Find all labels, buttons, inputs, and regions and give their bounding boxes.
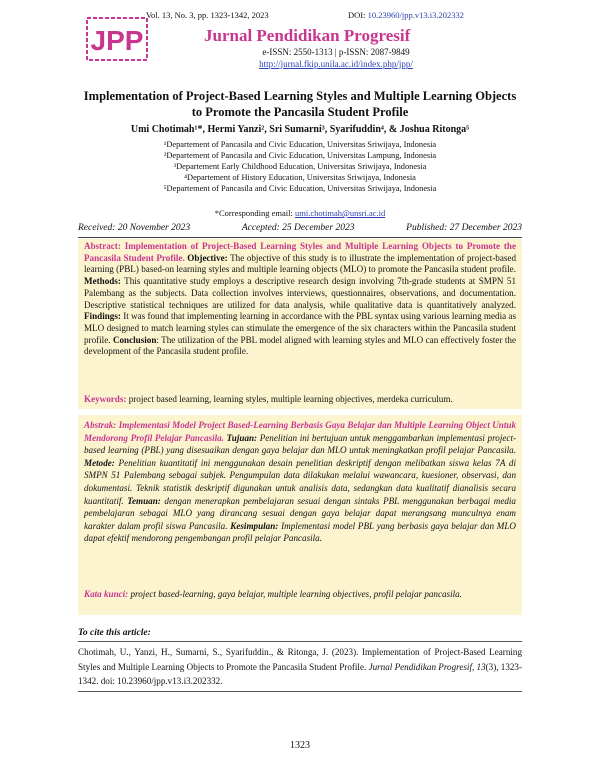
logo-text: JPP <box>90 25 144 56</box>
article-dates <box>78 223 522 233</box>
issn: e-ISSN: 2550-1313 | p-ISSN: 2087-9849 <box>262 47 410 57</box>
citation-body: Chotimah, U., Yanzi, H., Sumarni, S., Syarifuddin., & Ritonga, J. (2023). Implementation of Project-Based Learning Styles and Multiple Learning Objects to Promote the Pancasila Student Profile. <box>78 647 522 672</box>
page-number: 1323 <box>290 740 310 751</box>
divider <box>78 691 522 692</box>
kata-kunci-text: project based-learning, gaya belajar, multiple learning objectives, profil pelajar pancasila. <box>130 589 462 599</box>
keywords-indonesian <box>78 585 522 615</box>
citation-issue-pages: (3), 1323-1342. doi: 10.23960/jpp.v13.i3.202332. <box>78 661 523 686</box>
abstract-indonesian <box>78 415 522 585</box>
findings-text: It was found that implementing learning in accordance with the PBL syntax using various learning media as MLO designed to match learning styles can stimulate the emergence of the six characters within the Pancasila student profile. <box>84 311 516 345</box>
keywords-text: project based learning, learning styles, multiple learning objectives, merdeka curriculum. <box>128 394 453 404</box>
citation-journal: Jurnal Pendidikan Progresif <box>368 661 472 672</box>
metode-label: Metode: <box>84 457 115 468</box>
corresponding-label: *Corresponding email: <box>214 208 296 218</box>
temuan-text: dengan menerapkan pembelajaran sesuai dengan sintaks PBL menggunakan berbagai media pembelajaran sebagai MLO yang dirancang sesuai dengan gaya belajar dapat merangsang munculnya enam karakter dalam profil siswa Pancasila. <box>84 495 516 531</box>
abstract-english <box>78 239 522 391</box>
affiliation-3: ³Departement Early Childhood Education, Universitas Sriwijaya, Indonesia <box>173 162 427 171</box>
citation-text: Chotimah, U., Yanzi, H., Sumarni, S., Syarifuddin., & Ritonga, J. (2023). Implementation of Project-Based Learning Styles and Multiple Learning Objects to Promote the Pancasila Student Profile. Jurnal Pendidikan Progresif, 13(3), 1323-1342. doi: 10.23960/jpp.v13.i3.202332. <box>78 647 523 686</box>
published-date: Published: 27 December 2023 <box>406 223 522 233</box>
metode-text: Penelitian kuantitatif ini menggunakan desain penelitian deskriptif dengan melibatkan siswa kelas 7A di SMPN 51 Palembang sebagai subjek. Pengumpulan data dilakukan melalui wawancara, kuesioner, observasi, dan dokumentasi. Teknik statistik deskriptif digunakan untuk analisis data, sedangkan data kualitatif dianalisis secara kuantitatif. <box>84 457 516 506</box>
author-list: Umi Chotimah¹*, Hermi Yanzi², Sri Sumarni³, Syarifuddin⁴, & Joshua Ritonga⁵ <box>130 124 470 135</box>
temuan-label: Temuan: <box>127 495 161 506</box>
journal-name: Jurnal Pendidikan Progresif <box>204 26 411 45</box>
doi-label: DOI: <box>348 10 368 20</box>
affiliation-2: ²Departement of Pancasila and Civic Education, Universitas Lampung, Indonesia <box>163 151 437 160</box>
tujuan-label: Tujuan: <box>226 432 258 443</box>
affiliation-4: ⁴Departement of History Education, Universitas Sriwijaya, Indonesia <box>184 173 416 182</box>
findings-label: Findings: <box>84 311 121 322</box>
methods-text: This quantitative study employs a descriptive research design involving 7th-grade students at SMPN 51 Palembang as the subjects. Data collection involves interviews, questionnaires, observations, and documentation. Descriptive statistical techniques are utilized for data analysis, while qualitative data is quantitatively analyzed. <box>84 276 516 310</box>
email-link[interactable]: umi.chotimah@unsri.ac.id <box>295 208 386 218</box>
conclusion-text: : The utilization of the PBL model aligned with learning styles and MLO can effectively foster the development of the Pancasila student profile. <box>84 334 516 357</box>
keywords-english <box>78 391 522 409</box>
conclusion-label: Conclusion <box>112 334 157 345</box>
received-date: Received: 20 November 2023 <box>78 223 191 233</box>
accepted-date: Accepted: 25 December 2023 <box>241 223 355 233</box>
tujuan-text: Penelitian ini bertujuan untuk menggambarkan implementasi project-based learning (PBL) yang disesuaikan dengan gaya belajar dan MLO untuk meningkatkan profil pelajar Pancasila. <box>84 432 517 456</box>
kesimpulan-text: Implementasi model PBL yang berbasis gaya belajar dan MLO dapat efektif mendorong pengembangan profil pelajar Pancasila. <box>84 520 516 544</box>
abstrak-heading: Abstrak: Implementasi Model Project Based-Learning Berbasis Gaya Belajar dan Multiple Learning Object Untuk Mendorong Profil Pelajar Pancasila. <box>84 420 516 443</box>
journal-url[interactable]: http://jurnal.fkip.unila.ac.id/index.php/jpp/ <box>259 59 413 69</box>
objective-label: Objective: <box>187 252 228 263</box>
doi <box>348 10 464 20</box>
methods-label: Methods: <box>84 276 121 287</box>
kata-kunci-label: Kata kunci: <box>84 589 129 599</box>
abstract-heading: Abstract: Implementation of Project-Based Learning Styles and Multiple Learning Objects to Promote the Pancasila Student Profile. <box>84 241 516 263</box>
keywords-label: Keywords: <box>84 394 127 404</box>
divider <box>78 237 522 238</box>
citation-volume: 13 <box>476 661 486 672</box>
objective-text: The objective of this study is to illustrate the implementation of project-based learning (PBL) based-on learning styles and multiple learning objects (MLO) to promote the Pancasila student profile. <box>84 252 516 275</box>
corresponding-email <box>0 208 600 218</box>
doi-link[interactable]: 10.23960/jpp.v13.i3.202332 <box>367 10 464 20</box>
citation-heading: To cite this article: <box>78 628 151 638</box>
kesimpulan-label: Kesimpulan: <box>230 520 279 531</box>
volume-info: Vol. 13, No. 3, pp. 1323-1342, 2023 <box>146 10 269 20</box>
divider <box>78 641 522 642</box>
article-title: Implementation of Project-Based Learning Styles and Multiple Learning Objects to Promote the Pancasila Student Profile <box>83 89 517 119</box>
affiliation-5: ⁵Departement of Pancasila and Civic Education, Universitas Sriwijaya, Indonesia <box>163 184 437 193</box>
affiliation-1: ¹Departement of Pancasila and Civic Education, Universitas Sriwijaya, Indonesia <box>163 140 437 149</box>
